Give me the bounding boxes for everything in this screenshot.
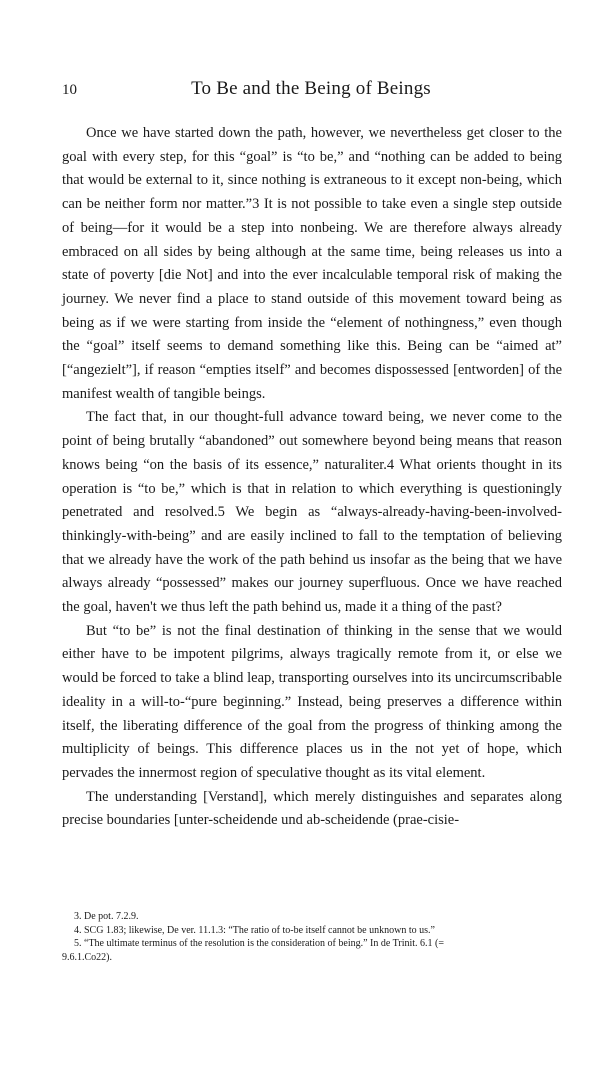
- page-header: [62, 78, 560, 104]
- paragraph: Once we have started down the path, however, we nevertheless get closer to the goal with every step, for this “goal” is “to be,” and “nothing can be added to being that would be external to it, since nothing is extraneous to it except non-being, which can be neither form nor matter.”3 It is not possible to take even a single step outside of being—for it would be a step into nonbeing. We are therefore always already embraced on all sides by being although at the same time, being releases us into a state of poverty [die Not] and into the ever incalculable temporal risk of making the journey. We never find a place to stand outside of this movement toward being as being as if we were starting from inside the “element of nothingness,” even though the “goal” itself seems to demand something like this. Being can be “aimed at” [“angezielt”], if reason “empties itself” and becomes dispossessed [entworden] of the manifest wealth of tangible beings.: [62, 125, 562, 402]
- paragraph: The fact that, in our thought-full advance toward being, we never come to the point of being brutally “abandoned” out somewhere beyond being means that reason knows being “on the basis of its essence,” naturaliter.4 What orients thought in its operation is “to be,” which is that in relation to which everything is questioningly penetrated and resolved.5 We begin as “always-already-having-been-involved-thinkingly-with-being” and are easily inclined to fall to the temptation of believing that we already have the work of the path behind us insofar as the being that we have always already “possessed” makes our journey superfluous. Once we have reached the goal, haven't we thus left the path behind us, made it a thing of the past?: [62, 409, 562, 616]
- body-text: [62, 122, 562, 833]
- footnote: 4. SCG 1.83; likewise, De ver. 11.1.3: “The ratio of to-be itself cannot be unknown to us.”: [74, 924, 435, 936]
- paragraph: But “to be” is not the final destination of thinking in the sense that we would either have to be impotent pilgrims, always tragically remote from it, or else we would be forced to take a blind leap, transporting ourselves into its uncircumscribable ideality in a will-to-“pure beginning.” Instead, being preserves a difference within itself, the liberating difference of the goal from the progress of thinking among the multiplicity of beings. This difference places us in the not yet of hope, which pervades the innermost region of speculative thought as its vital element.: [62, 622, 562, 781]
- footnote: 3. De pot. 7.2.9.: [74, 911, 139, 922]
- footnote-continuation: 9.6.1.Co22).: [62, 951, 112, 963]
- footnotes: [62, 910, 562, 964]
- running-title: To Be and the Being of Beings: [191, 78, 431, 99]
- footnote: 5. “The ultimate terminus of the resolution is the consideration of being.” In de Trinit. 6.1 (=: [74, 938, 445, 949]
- page-number: 10: [62, 82, 77, 98]
- paragraph: The understanding [Verstand], which merely distinguishes and separates along precise boundaries [unter-scheidende und ab-scheidende (prae-cisie-: [62, 788, 562, 829]
